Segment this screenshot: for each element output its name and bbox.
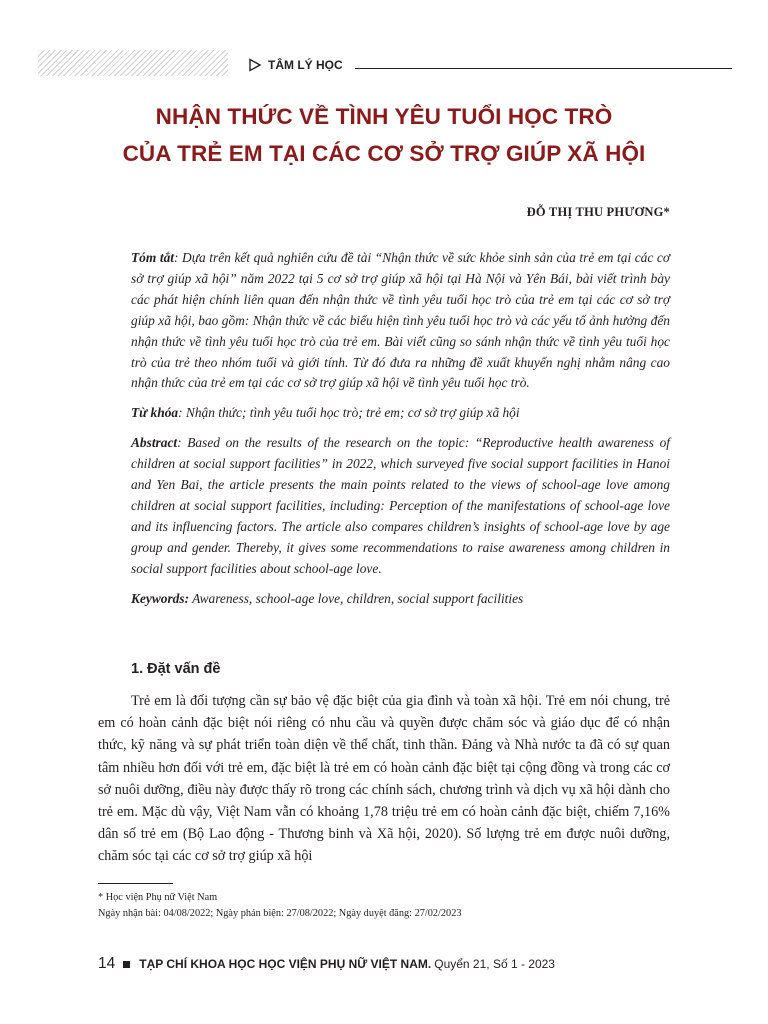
keywords-vi-text: : Nhận thức; tình yêu tuổi học trò; trẻ em; cơ sở trợ giúp xã hội	[178, 405, 520, 421]
footnote-affiliation: * Học viện Phụ nữ Việt Nam	[98, 892, 218, 903]
section-tag	[248, 56, 343, 74]
keywords-en-label: Keywords:	[131, 590, 190, 606]
keywords-en	[131, 589, 670, 610]
journal-name: TẠP CHÍ KHOA HỌC HỌC VIỆN PHỤ NỮ VIỆT NAM.	[139, 957, 432, 971]
abstract-en-text: : Based on the results of the research on the topic: “Reproductive health awareness of children at social support facilities” in 2022, which surveyed five social support facilities in Hanoi and Yen Bai, the article presents the main points related to the views of school-age love among children at social support facilities, including: Perception of the manifestations of school-age love and its influencing factors. The article also compares children’s insights of school-age love by age group and gender. Thereby, it gives some recommendations to raise awareness among children in social support facilities about school-age love.	[131, 435, 670, 576]
journal-issue: Quyển 21, Số 1 - 2023	[434, 957, 555, 971]
body-paragraph: Trẻ em là đối tượng cần sự bảo vệ đặc biệt của gia đình và toàn xã hội. Trẻ em nói chung, trẻ em có hoàn cảnh đặc biệt nói riêng có nhu cầu và quyền được chăm sóc và giáo dục để có nhận thức, kỹ năng và sự phát triển toàn diện về thể chất, tinh thần. Đảng và Nhà nước ta đã có sự quan tâm nhiều hơn đối với trẻ em, đặc biệt là trẻ em có hoàn cảnh đặc biệt tại cộng đồng và trong các cơ sở nuôi dưỡng, điều này được thấy rõ trong các chính sách, chương trình và dịch vụ xã hội dành cho trẻ em. Mặc dù vậy, Việt Nam vẫn có khoảng 1,78 triệu trẻ em có hoàn cảnh đặc biệt, chiếm 7,16% dân số trẻ em (Bộ Lao động - Thương binh và Xã hội, 2020). Số lượng trẻ em được nuôi dưỡng, chăm sóc tại các cơ sở trợ giúp xã hội	[98, 693, 670, 865]
article-title	[60, 98, 708, 172]
square-bullet-icon	[123, 961, 130, 968]
title-line-1: NHẬN THỨC VỀ TÌNH YÊU TUỔI HỌC TRÒ	[155, 104, 613, 129]
header-hatch-decoration	[38, 50, 228, 76]
triangle-right-icon	[248, 58, 262, 72]
footnote-dates: Ngày nhận bài: 04/08/2022; Ngày phản biện: 27/08/2022; Ngày duyệt đăng: 27/02/2023	[98, 908, 462, 919]
title-line-2: CỦA TRẺ EM TẠI CÁC CƠ SỞ TRỢ GIÚP XÃ HỘI	[122, 141, 646, 166]
section-heading: 1. Đặt vấn đề	[131, 661, 221, 677]
keywords-en-text: Awareness, school-age love, children, social support facilities	[189, 590, 524, 606]
page-number: 14	[98, 955, 116, 972]
footnote-rule	[98, 883, 173, 884]
author-name: ĐỖ THỊ THU PHƯƠNG*	[526, 205, 670, 219]
keywords-vi-label: Từ khóa	[131, 405, 179, 421]
page-footer	[98, 955, 555, 973]
abstract-en-label: Abstract	[131, 435, 178, 451]
section-label: TÂM LÝ HỌC	[268, 58, 343, 72]
abstract-block	[131, 248, 670, 619]
summary-vi	[131, 248, 670, 394]
body-text	[98, 690, 670, 868]
header-rule	[355, 68, 732, 69]
footnotes	[98, 890, 462, 922]
abstract-en	[131, 433, 670, 579]
summary-vi-text: : Dựa trên kết quả nghiên cứu đề tài “Nhận thức về sức khỏe sinh sản của trẻ em tại các cơ sở trợ giúp xã hội” năm 2022 tại 5 cơ sở trợ giúp xã hội tại Hà Nội và Yên Bái, bài viết trình bày các phát hiện chính liên quan đến nhận thức về tình yêu tuổi học trò của trẻ em tại các cơ sở trợ giúp xã hội, bao gồm: Nhận thức về các biểu hiện tình yêu tuổi học trò và các yếu tố ảnh hưởng đến nhận thức về tình yêu tuổi học trò của trẻ em. Bài viết cũng so sánh nhận thức về tình yêu tuổi học trò của trẻ theo nhóm tuổi và giới tính. Từ đó đưa ra những đề xuất khuyến nghị nhằm nâng cao nhận thức của trẻ em tại các cơ sở trợ giúp xã hội về tình yêu tuổi học trò.	[131, 250, 670, 391]
keywords-vi	[131, 403, 670, 424]
summary-vi-label: Tóm tắt	[131, 250, 175, 265]
